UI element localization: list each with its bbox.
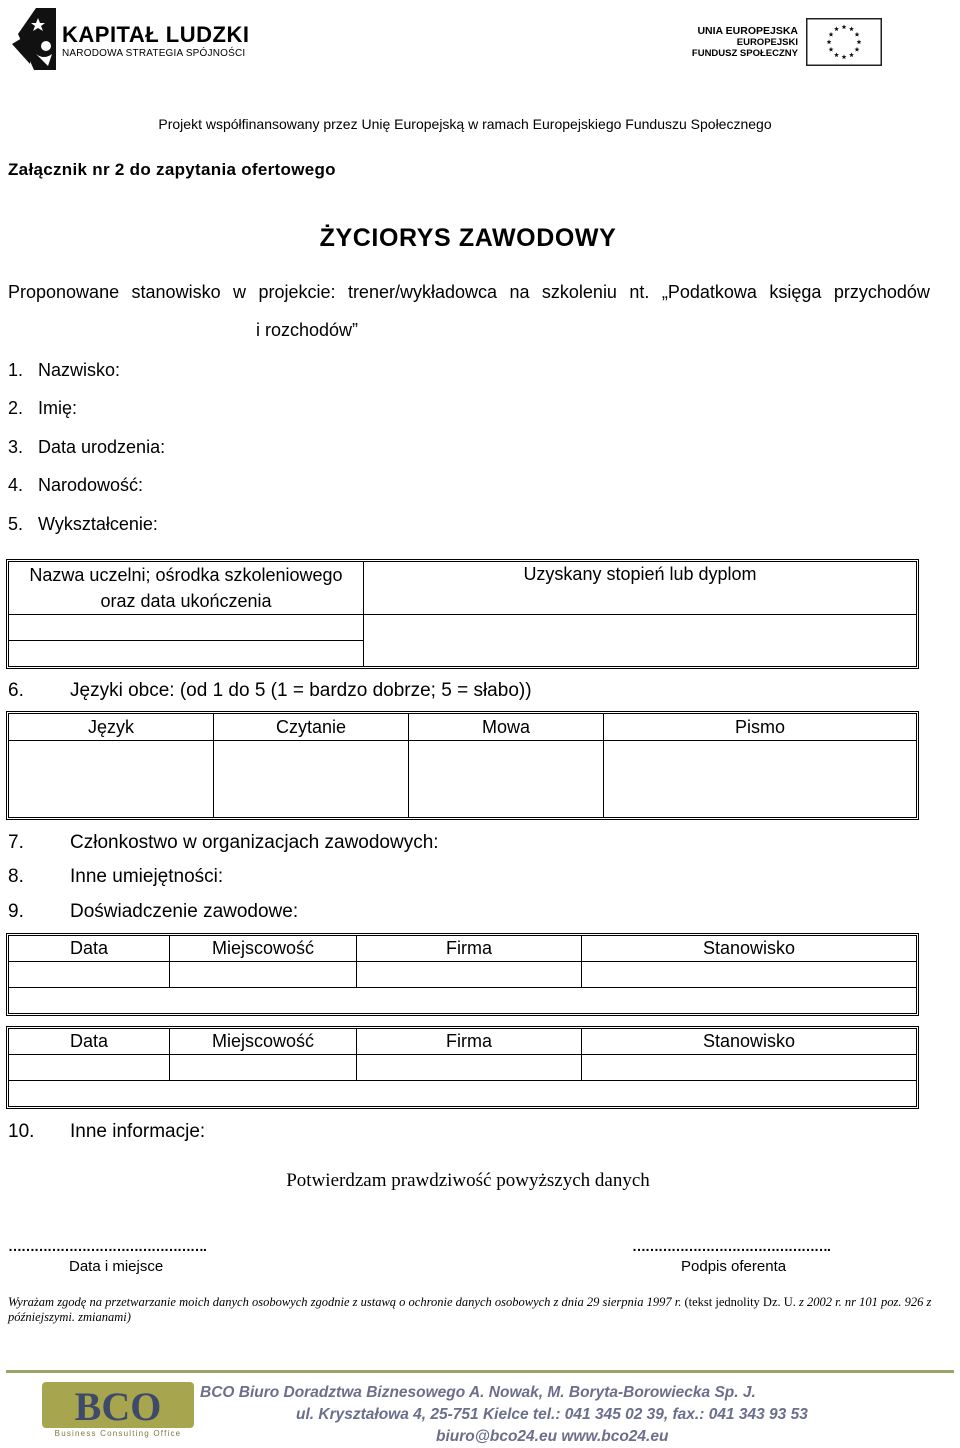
exp-cell[interactable]	[170, 1055, 357, 1081]
lang-cell[interactable]	[409, 741, 604, 818]
bco-logo	[42, 1382, 194, 1438]
lang-header-reading: Czytanie	[214, 714, 409, 741]
lang-header-language: Język	[9, 714, 214, 741]
exp-header-position: Stanowisko	[582, 936, 917, 962]
field-birth-date: 3. Data urodzenia:	[8, 437, 166, 457]
document-title: ŻYCIORYS ZAWODOWY	[319, 224, 617, 252]
position-word: nt.	[629, 282, 650, 302]
exp-header-place: Miejscowość	[170, 936, 357, 962]
position-word: na	[509, 282, 530, 302]
signature-line[interactable]: ……………………………………….	[632, 1238, 830, 1254]
position-word: trener/wykładowca	[347, 282, 497, 302]
exp-cell[interactable]	[582, 1055, 917, 1081]
exp-cell[interactable]	[170, 962, 357, 988]
position-word: projekcie:	[258, 282, 336, 302]
languages-label: 6. Języki obce: (od 1 do 5 (1 = bardzo dobrze; 5 = słabo))	[8, 680, 532, 701]
lang-header-writing: Pismo	[604, 714, 917, 741]
field-nationality: 4. Narodowość:	[8, 475, 144, 495]
eu-line2: EUROPEJSKI	[736, 37, 798, 48]
education-table	[8, 561, 917, 667]
eu-line1: UNIA EUROPEJSKA	[697, 25, 798, 37]
education-cell[interactable]	[364, 615, 917, 667]
position-word: przychodów	[833, 282, 930, 302]
footer-address: ul. Kryształowa 4, 25-751 Kielce tel.: 041 345 02 39, fax.: 041 343 93 53	[296, 1406, 808, 1423]
date-place-label: Data i miejsce	[69, 1258, 164, 1275]
position-line2: i rozchodów”	[256, 320, 359, 340]
confirm-statement: Potwierdzam prawdziwość powyższych danych	[286, 1170, 650, 1191]
exp-header-company: Firma	[357, 936, 582, 962]
position-word: w	[233, 282, 247, 302]
exp-cell[interactable]	[582, 962, 917, 988]
project-note: Projekt współfinansowany przez Unię Europejską w ramach Europejskiego Funduszu Społecznego	[158, 116, 772, 132]
position-word: Proponowane	[8, 282, 120, 302]
exp-header-date: Data	[9, 1029, 170, 1055]
field-education: 5. Wykształcenie:	[8, 514, 158, 534]
exp-cell[interactable]	[357, 962, 582, 988]
experience-table-1	[8, 935, 917, 1014]
kapital-ludzki-subtitle: NARODOWA STRATEGIA SPÓJNOŚCI	[62, 48, 246, 59]
exp-header-position: Stanowisko	[582, 1029, 917, 1055]
languages-table	[8, 713, 917, 818]
eu-line3: FUNDUSZ SPOŁECZNY	[691, 48, 798, 59]
education-header-degree: Uzyskany stopień lub dyplom	[364, 562, 917, 615]
field-first-name: 2. Imię:	[8, 398, 78, 418]
footer-company: BCO Biuro Doradztwa Biznesowego A. Nowak, M. Boryta-Borowiecka Sp. J.	[200, 1384, 756, 1401]
lang-cell[interactable]	[604, 741, 917, 818]
date-place-line[interactable]: ……………………………………….	[8, 1238, 206, 1254]
eu-flag-icon	[806, 18, 882, 66]
other-info-label: 10. Inne informacje:	[8, 1121, 206, 1142]
lang-cell[interactable]	[9, 741, 214, 818]
position-word: szkoleniu	[541, 282, 617, 302]
consent-clause: Wyrażam zgodę na przetwarzanie moich danych osobowych zgodnie z ustawą o ochronie danych osobowych z dnia 29 sierpnia 1997 r. (tekst jednolity Dz. U. z 2002 r. nr 101 poz. 926 z późniejszymi. zmianami)	[8, 1295, 932, 1324]
education-cell[interactable]	[9, 615, 364, 641]
position-word: księga	[769, 282, 822, 302]
kapital-ludzki-title: KAPITAŁ LUDZKI	[62, 22, 250, 47]
exp-cell[interactable]	[9, 988, 917, 1014]
education-header-school: Nazwa uczelni; ośrodka szkoleniowego oraz data ukończenia	[9, 562, 364, 615]
field-surname: 1. Nazwisko:	[8, 360, 121, 380]
position-word: „Podatkowa	[661, 282, 757, 302]
experience-table-2	[8, 1028, 917, 1107]
position-word: stanowisko	[131, 282, 221, 302]
skills-label: 8. Inne umiejętności:	[8, 866, 224, 887]
exp-cell[interactable]	[9, 1081, 917, 1107]
exp-header-company: Firma	[357, 1029, 582, 1055]
exp-cell[interactable]	[9, 1055, 170, 1081]
lang-header-speaking: Mowa	[409, 714, 604, 741]
position-line	[8, 282, 930, 303]
exp-cell[interactable]	[357, 1055, 582, 1081]
exp-header-place: Miejscowość	[170, 1029, 357, 1055]
signature-label: Podpis oferenta	[681, 1258, 787, 1275]
footer-contact	[200, 1382, 870, 1448]
exp-cell[interactable]	[9, 962, 170, 988]
membership-label: 7. Członkostwo w organizacjach zawodowych:	[8, 832, 439, 853]
attachment-heading: Załącznik nr 2 do zapytania ofertowego	[8, 160, 336, 179]
bco-logo-text: BCO	[74, 1384, 162, 1429]
experience-label: 9. Doświadczenie zawodowe:	[8, 901, 299, 922]
exp-header-date: Data	[9, 936, 170, 962]
footer-web[interactable]: biuro@bco24.eu www.bco24.eu	[436, 1428, 669, 1445]
education-cell[interactable]	[9, 641, 364, 667]
lang-cell[interactable]	[214, 741, 409, 818]
eu-text	[660, 26, 798, 59]
footer-divider	[6, 1370, 954, 1373]
bco-logo-subtext: Business Consulting Office	[54, 1429, 182, 1438]
